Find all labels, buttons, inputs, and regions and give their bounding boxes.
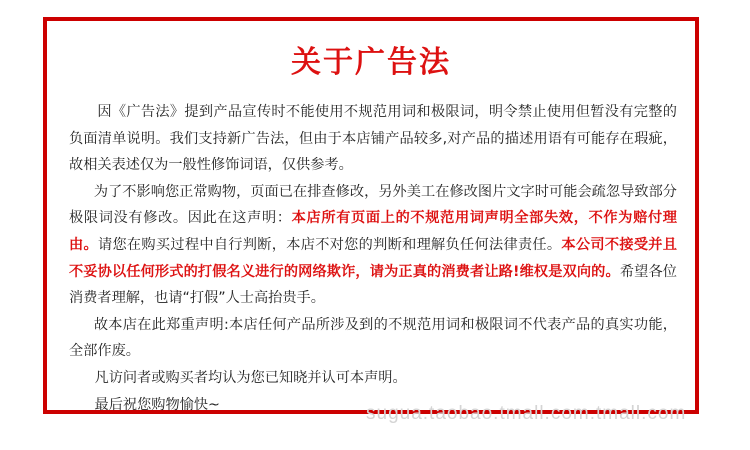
statement-highlight-anti-fraud: 本公司不接受并且不妥协以任何形式的打假名义进行的网络欺诈，请为正真的消费者让路!维权是双向的。 [69, 236, 677, 280]
paragraph-acknowledgement: 凡访问者或购买者均认为您已知晓并认可本声明。 [94, 369, 407, 386]
notice-frame [43, 17, 699, 414]
notice-body [69, 99, 677, 418]
paragraph-intro: 因《广告法》提到产品宣传时不能使用不规范用词和极限词，明令禁止使用但暂没有完整的负面清单说明。我们支持新广告法，但由于本店铺产品较多,对产品的描述用语有可能存在瑕疵，故相关表述仅为一般性修饰词语，仅供参考。 [69, 104, 677, 174]
statement-text-1: 为了不影响您正常购物，页面已在排查修改，另外美工在修改图片文字时可能会疏忽导致部分极限词没有修改。因此在这声明： [69, 183, 677, 227]
paragraph-declaration: 故本店在此郑重声明:本店任何产品所涉及到的不规范用词和极限词不代表产品的真实功能，全部作废。 [69, 316, 677, 360]
statement-highlight-invalid-terms: 本店所有页面上的不规范用词声明全部失效，不作为赔付理由。 [69, 210, 677, 253]
statement-text-2: 请您在购买过程中自行判断，本店不对您的判断和理解负任何法律责任。 [97, 236, 562, 253]
store-watermark: sugua.taobao.tmall.com.tmall.com [366, 403, 687, 424]
notice-title: 关于广告法 [291, 45, 451, 80]
statement-text-3: 希望各位消费者理解，也请“打假”人士高抬贵手。 [69, 263, 677, 307]
paragraph-closing: 最后祝您购物愉快~ [94, 396, 220, 413]
paragraph-statement [69, 179, 677, 312]
